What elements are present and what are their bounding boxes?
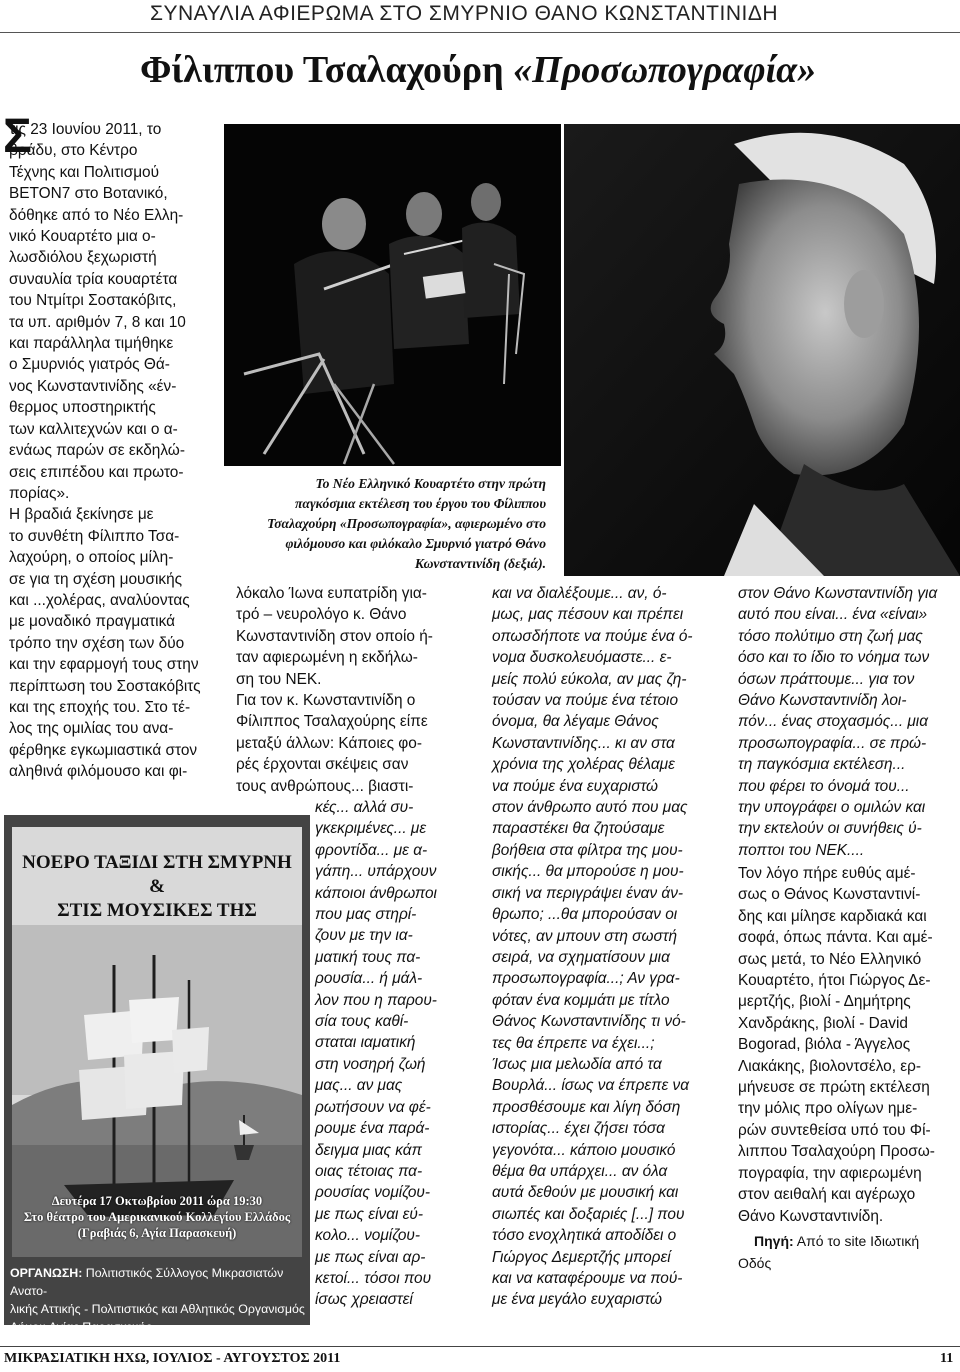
article-line: πόν... ένας στοχασμός... μια — [738, 713, 929, 731]
article-line: ζουν με την ια- — [315, 927, 413, 945]
poster-address: (Γραβιάς 6, Αγία Παρασκευή) — [77, 1226, 237, 1240]
quartet-photo-image — [224, 124, 561, 466]
article-line: παραστέκει θα ζητούσαμε — [492, 820, 665, 838]
article-line: τη παγκόσμια εκτέλεση... — [738, 756, 906, 774]
caption-line: παγκόσμια εκτέλεση του έργου του Φίλιππου — [295, 496, 546, 511]
article-line: στον άνθρωπο αυτό που μας — [492, 799, 688, 817]
article-column-4-quote — [738, 583, 960, 861]
article-line: όσο και το ίδιο το νόημα των — [738, 649, 930, 667]
poster-title-2: ΣΤΙΣ ΜΟΥΣΙΚΕΣ ΤΗΣ — [57, 900, 257, 921]
article-line: ιστορίας... έχει ζήσει τόσα — [492, 1120, 665, 1138]
article-line: περίπτωση του Σοστακόβιτς — [9, 677, 201, 695]
article-line: δης και μίλησε καρδιακά και — [738, 907, 927, 925]
article-line: προσωπογραφία... σε πρώ- — [738, 734, 927, 752]
article-line: δόθηκε από το Νέο Ελλη- — [9, 206, 184, 224]
article-line: Θάνος Κωνσταντινίδης τι νό- — [492, 1013, 686, 1031]
event-poster — [4, 815, 310, 1334]
article-line: βράδυ, στο Κέντρο — [9, 142, 138, 160]
article-line: κάποιοι άνθρωποι — [315, 884, 437, 902]
article-line: προσθέσουμε και λίγη δόση — [492, 1098, 681, 1116]
article-line: τα υπ. αριθμόν 7, 8 και 10 — [9, 313, 186, 331]
source-text-2: Οδός — [738, 1255, 772, 1271]
article-line: μήνευσε σε πρώτη εκτέλεση — [738, 1079, 930, 1097]
article-line: που μας στηρί- — [315, 906, 417, 924]
footer-rule — [0, 1346, 960, 1347]
article-line: Φίλιππος Τσαλαχούρης είπε — [236, 713, 428, 731]
article-line: λόκαλο Ίωνα ευπατρίδη για- — [236, 585, 427, 602]
article-line: και να διαλέξουμε... αν, ό- — [492, 585, 667, 602]
article-line: τες θα έπρεπε να έχει...; — [492, 1034, 655, 1052]
article-line: μας... αν μας — [315, 1077, 403, 1095]
article-line: να πούμε ένα ευχαριστώ — [492, 777, 659, 795]
caption-line: Το Νέο Ελληνικό Κουαρτέτο στην πρώτη — [315, 476, 546, 491]
article-line: χρόνια της χολέρας θέλαμε — [492, 756, 675, 774]
article-line: με πως είναι εύ- — [315, 1205, 424, 1223]
poster-venue: Στο θέατρο του Αμερικανικού Κολλεγίου Ελλάδος — [23, 1210, 291, 1224]
article-line: στον αειθαλή και αγέρωχο — [738, 1186, 916, 1204]
article-line: τις 23 Ιουνίου 2011, το — [9, 121, 162, 138]
article-line: του Ντμίτρι Σοστακόβιτς, — [9, 292, 177, 310]
article-line: Κωνσταντινίδης... κι αν στα — [492, 734, 675, 752]
article-line: και της εποχής του. Στο τέ- — [9, 698, 191, 716]
article-line: τρόπο την σχέση των δύο — [9, 634, 185, 652]
article-title — [140, 48, 816, 92]
article-line: Τον λόγο πήρε ευθύς αμέ- — [738, 865, 916, 882]
article-line: Γιώργος Δεμερτζής μπορεί — [492, 1248, 671, 1266]
article-line: την εκτελούν οι συνήθεις ύ- — [738, 820, 922, 838]
caption-line: Κωνσταντινίδη (δεξιά). — [414, 556, 546, 571]
article-line: Θάνο Κωνσταντινίδη. — [738, 1207, 884, 1225]
poster-organizer-label: ΟΡΓΑΝΩΣΗ: — [10, 1266, 83, 1280]
article-line: νότες, αν μπουν στη σωστή — [492, 927, 678, 945]
article-line: δειγμα μιας κάπ — [315, 1141, 422, 1159]
article-line: μείς πολύ εύκολα, αν μας ζη- — [492, 670, 687, 688]
article-line: συναυλία τρία κουαρτέτα — [9, 270, 178, 288]
article-line: σως μετά, το Νέο Ελληνικό — [738, 950, 922, 968]
article-line: σικής... θα μπορούσε η μου- — [492, 863, 684, 881]
article-line: τόσο πολύτιμο στη ζωή μας — [738, 627, 923, 645]
article-line: ταν αφιερωμένη η εκδήλω- — [236, 649, 418, 667]
article-line: Βουρλά... ίσως να έπρεπε να — [492, 1077, 690, 1095]
article-column-2-narrow — [315, 797, 480, 1311]
article-line: ο Σμυρνιός γιατρός Θά- — [9, 356, 170, 374]
article-line: ματική τους πα- — [315, 948, 421, 966]
source-credit — [738, 1230, 960, 1274]
article-line: θερμος υποστηρικτής — [9, 399, 156, 417]
article-line: οιας τέτοιας πα- — [315, 1162, 423, 1180]
article-line: κές... αλλά συ- — [315, 799, 414, 816]
poster-organizer-line-2: λικής Αττικής - Πολιτιστικός και Αθλητικός Οργανισμός — [10, 1302, 305, 1316]
article-line: αληθινά φιλόμουσο και φι- — [9, 763, 188, 781]
article-line: λος της ομιλίας του ανα- — [9, 720, 174, 738]
article-line: την μόλις προ ολίγων ημε- — [738, 1100, 918, 1118]
caption-line: Τσαλαχούρη «Προσωπογραφία», αφιερωμένο στο — [267, 516, 546, 531]
source-label: Πηγή: — [754, 1233, 794, 1249]
article-line: τους ανθρώπους... βιαστι- — [236, 777, 414, 795]
article-line: λιππου Τσαλαχούρη Προσω- — [738, 1143, 935, 1161]
article-line: σως ο Θάνος Κωνσταντινί- — [738, 886, 921, 904]
article-line: φόταν ένα κομμάτι με τίτλο — [492, 991, 670, 1009]
article-line: ση του ΝΕΚ. — [236, 670, 322, 688]
article-line: ρουσίας νομίζου- — [315, 1184, 431, 1202]
poster-organizer-text-1: Πολιτιστικός Σύλλογος Μικρασιατών Ανατο- — [10, 1266, 284, 1298]
article-column-1 — [9, 119, 225, 783]
article-line: τούσαν να πούμε ένα τέτοιο — [492, 692, 679, 710]
poster-title-1: ΝΟΕΡΟ ΤΑΞΙΔΙ ΣΤΗ ΣΜΥΡΝΗ — [22, 852, 292, 873]
article-line: θρωπο; ...θα μπορούσαν οι — [492, 906, 678, 924]
article-line: φροντίδα... με α- — [315, 841, 428, 859]
article-line: ρουμε ένα παρά- — [315, 1120, 430, 1138]
article-line: μερτζής, βιολί - Δημήτρης — [738, 993, 911, 1011]
poster-organizer-line-1 — [10, 1264, 310, 1300]
article-line: σταται ιαματική — [315, 1034, 416, 1052]
poster-date: Δευτέρα 17 Οκτωβρίου 2011 ώρα 19:30 — [51, 1194, 263, 1208]
article-line: λον που η παρου- — [315, 991, 437, 1009]
article-line: ίσως χρειαστεί — [315, 1291, 413, 1309]
article-line: οπωσδήποτε να πούμε ένα ό- — [492, 627, 693, 645]
article-line: αυτό που είναι... ένα «είναι» — [738, 606, 928, 624]
poster-organizer-line-3: Δήμου Αγίας Παρασκευής — [10, 1320, 152, 1334]
poster-amp: & — [149, 876, 165, 897]
article-line: λαχούρη, ο οποίος μίλη- — [9, 549, 174, 567]
page-number: 11 — [940, 1351, 954, 1366]
article-line: Κουαρτέτο, ήτοι Γιώργος Δε- — [738, 972, 931, 990]
article-line: αυτά δεθούν με μουσική και — [492, 1184, 679, 1202]
article-line: κολο... νομίζου- — [315, 1227, 421, 1245]
article-line: μεταξύ άλλων: Κάποιες φο- — [236, 734, 422, 752]
article-line: μως, μας πέσουν και πρέπει — [492, 606, 684, 624]
article-line: ενάως παρών σε εκδηλώ- — [9, 442, 185, 460]
article-line: φέρθηκε εγκωμιαστικά στον — [9, 741, 198, 759]
article-line: και παράλληλα τιμήθηκε — [9, 335, 174, 353]
article-line: Bogorad, βιόλα - Άγγελος — [738, 1036, 911, 1054]
article-line: νος Κωνσταντινίδης «έν- — [9, 377, 177, 395]
article-line: θέμα θα υπάρχει... αν όλα — [492, 1162, 668, 1180]
article-line: Για τον κ. Κωνσταντινίδη ο — [236, 692, 416, 710]
article-title-work: «Προσωπογραφία» — [513, 49, 817, 91]
section-title: ΣΥΝΑΥΛΙΑ ΑΦΙΕΡΩΜΑ ΣΤΟ ΣΜΥΡΝΙΟ ΘΑΝΟ ΚΩΝΣΤΑΝΤΙΝΙΔΗ — [150, 2, 779, 25]
article-line: σε για τη σχέση μουσικής — [9, 570, 183, 588]
article-line: Θάνο Κωνσταντινίδη λοι- — [738, 692, 907, 710]
article-line: σειρά, να σχηματίσουν μια — [492, 948, 670, 966]
article-line: σία τους καθί- — [315, 1013, 409, 1031]
article-line: τρό – νευρολόγο κ. Θάνο — [236, 606, 407, 624]
article-line: Κωνσταντινίδη στον οποίο ή- — [236, 627, 433, 645]
header-rule — [0, 32, 960, 33]
article-line: Τέχνης και Πολιτισμού — [9, 163, 160, 181]
quartet-photo — [224, 124, 561, 466]
article-line: των καλλιτεχνών και ο α- — [9, 420, 178, 438]
article-line: ρών συντεθείσα υπό του Φί- — [738, 1121, 931, 1139]
article-line: όνομα, θα λέγαμε Θάνος — [492, 713, 659, 731]
article-line: και ...χολέρας, αναλύοντας — [9, 591, 190, 609]
article-line: και να καταφέρουμε να πού- — [492, 1270, 683, 1287]
article-line: σεις επιπέδου και πρωτο- — [9, 463, 184, 481]
article-line: γκεκριμένες... με — [315, 820, 427, 838]
article-line: με πως είναι αρ- — [315, 1248, 426, 1266]
article-line: ρές έρχονται σκέψεις σαν — [236, 756, 409, 774]
article-line: νομα δυσκολευόμαστε... ε- — [492, 649, 672, 667]
publication-footer: ΜΙΚΡΑΣΙΑΤΙΚΗ ΗΧΩ, ΙΟΥΛΙΟΣ - ΑΥΓΟΥΣΤΟΣ 2011 — [4, 1351, 341, 1366]
drop-cap: Σ — [3, 110, 32, 163]
article-line: τόσο ενοχλητικά αποδίδει ο — [492, 1227, 677, 1245]
article-line: και την εφαρμογή τους στην — [9, 656, 199, 674]
article-line: που φέρει το όνομά του... — [738, 777, 910, 795]
article-line: το συνθέτη Φίλιππο Τσα- — [9, 527, 180, 545]
article-line: την υπογράφει ο ομιλών και — [738, 799, 926, 817]
article-line: προσωπογραφία...; Αν γρα- — [492, 970, 680, 988]
portrait-photo — [564, 124, 960, 576]
article-line: Ίσως μια μελωδία από τα — [492, 1055, 662, 1073]
article-line: στη νοσηρή ζωή — [315, 1055, 426, 1073]
article-line: ποπτοι του ΝΕΚ.... — [738, 841, 865, 859]
article-line: Η βραδιά ξεκίνησε με — [9, 506, 154, 524]
article-line: πογραφία, την αφιερωμένη — [738, 1164, 922, 1182]
article-line: BETON7 στο Βοτανικό, — [9, 185, 168, 203]
article-line: σιωπές και δοξαριές [...] που — [492, 1205, 685, 1223]
article-line: σοφά, όπως πάντα. Και αμέ- — [738, 929, 933, 947]
article-line: γάπη... υπάρχουν — [315, 863, 437, 881]
article-line: γεγονότα... κάποιο μουσικό — [492, 1141, 676, 1159]
article-line: στον Θάνο Κωνσταντινίδη για — [738, 585, 938, 602]
article-line: όσων πράττουμε... για τον — [738, 670, 915, 688]
article-line: λωσδιόλου ξεχωριστή — [9, 249, 157, 267]
photo-caption — [226, 474, 546, 574]
article-line: κετοί... τόσοι που — [315, 1269, 432, 1287]
article-line: βοήθεια στα φίλτρα της μου- — [492, 841, 683, 859]
article-line: με ένα μεγάλο ευχαριστώ — [492, 1291, 663, 1309]
article-column-4 — [738, 863, 960, 1227]
source-text: Από το site Ιδιωτική — [796, 1233, 920, 1249]
article-line: Λιακάκης, βιολοντσέλο, ερ- — [738, 1057, 922, 1075]
article-line: ρουσία... ή μάλ- — [315, 970, 423, 988]
article-title-name: Φίλιππου Τσαλαχούρη — [140, 49, 514, 91]
article-line: πορίας». — [9, 484, 70, 502]
article-line: Χανδράκης, βιολί - David — [738, 1014, 908, 1032]
article-line: σική να περιγράψει έναν άν- — [492, 884, 684, 902]
article-column-2 — [236, 583, 480, 797]
portrait-photo-image — [564, 124, 960, 576]
article-line: νικό Κουαρτέτο μια ο- — [9, 228, 156, 246]
article-line: με μοναδικό πραγματικά — [9, 613, 175, 631]
article-line: ρωτήσουν να φέ- — [315, 1098, 431, 1116]
caption-line: φιλόμουσο και φιλόκαλο Σμυρνιό γιατρό Θάνο — [285, 536, 546, 551]
article-column-3 — [492, 583, 728, 1311]
